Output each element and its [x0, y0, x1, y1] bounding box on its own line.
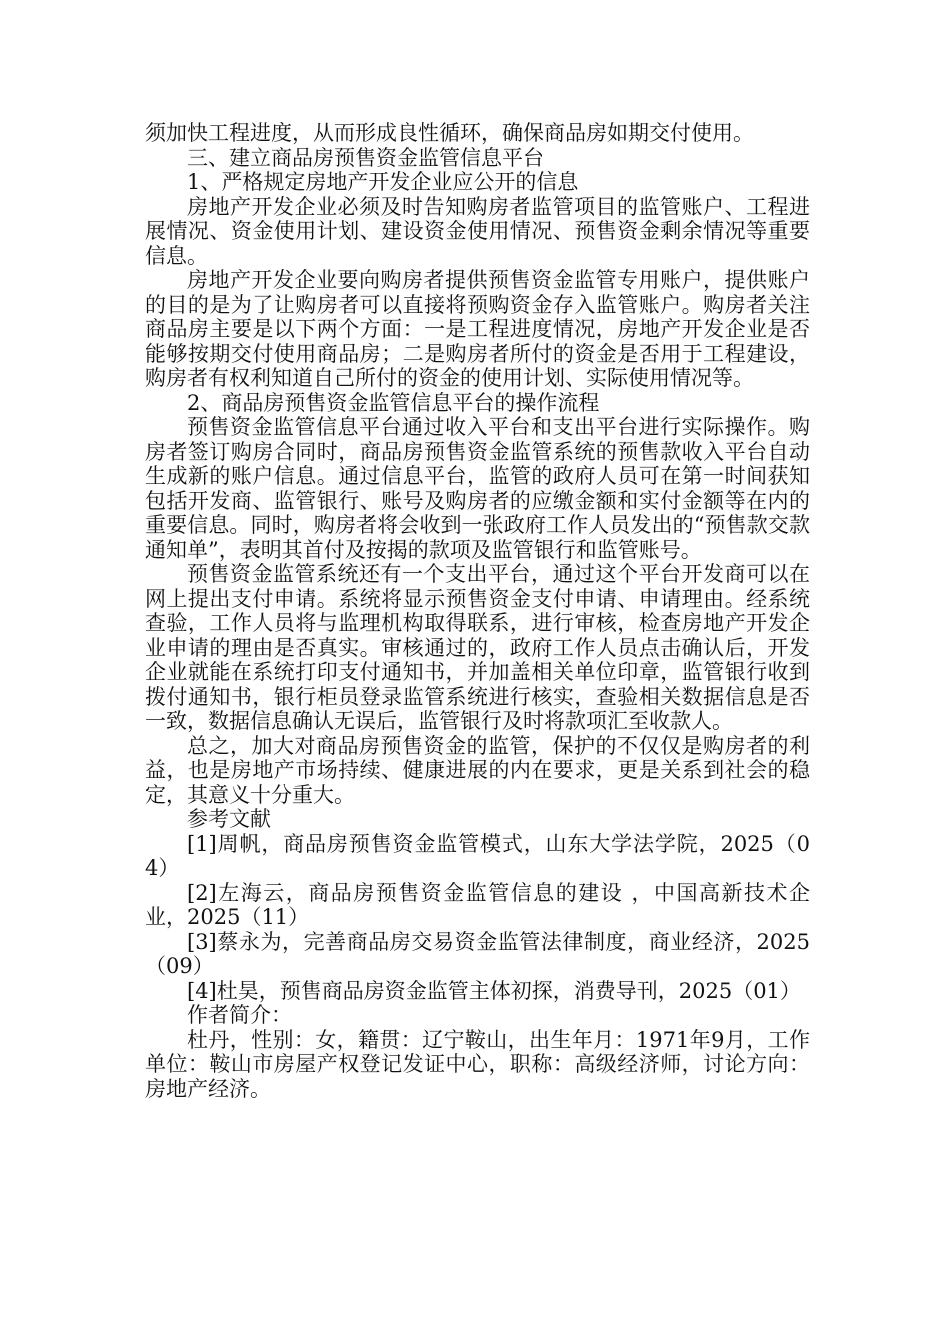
- section-heading-3: 三、建立商品房预售资金监管信息平台: [187, 145, 544, 170]
- author-bio-heading: 作者简介：: [187, 1003, 292, 1027]
- author-bio: 杜丹，性别：女，籍贯：辽宁鞍山，出生年月：1971年9月，工作单位：鞍山市房屋产权登记发证中心，职称：高级经济师，讨论方向：房地产经济。: [145, 1027, 810, 1101]
- paragraph-continuation: 须加快工程进度，从而形成良性循环，确保商品房如期交付使用。: [145, 121, 754, 145]
- reference-item: [1]周帆，商品房预售资金监管模式，山东大学法学院，2025（04）: [145, 831, 810, 880]
- subsection-heading-2: 2、商品房预售资金监管信息平台的操作流程: [187, 390, 600, 415]
- conclusion-paragraph: 总之，加大对商品房预售资金的监管，保护的不仅仅是购房者的利益，也是房地产市场持续、健康进展的内在要求，更是关系到社会的稳定，其意义十分重大。: [145, 733, 810, 807]
- paragraph: 预售资金监管信息平台通过收入平台和支出平台进行实际操作。购房者签订购房合同时，商品房预售资金监管系统的预售款收入平台自动生成新的账户信息。通过信息平台，监管的政府人员可在第一时间获知包括开发商、监管银行、账号及购房者的应缴金额和实付金额等在内的重要信息。同时，购房者将会收到一张政府工作人员发出的“预售款交款通知单”，表明其首付及按揭的款项及监管银行和监管账号。: [145, 415, 810, 562]
- subsection-heading-1: 1、严格规定房地产开发企业应公开的信息: [187, 170, 579, 194]
- paragraph: 预售资金监管系统还有一个支出平台，通过这个平台开发商可以在网上提出支付申请。系统将显示预售资金支付申请、申请理由。经系统查验，工作人员将与监理机构取得联系，进行审核，检查房地产开发企业申请的理由是否真实。审核通过的，政府工作人员点击确认后，开发企业就能在系统打印支付通知书，并加盖相关单位印章，监管银行收到拨付通知书，银行柜员登录监管系统进行核实，查验相关数据信息是否一致，数据信息确认无误后，监管银行及时将款项汇至收款人。: [145, 562, 810, 733]
- paragraph: 房地产开发企业要向购房者提供预售资金监管专用账户，提供账户的目的是为了让购房者可以直接将预购资金存入监管账户。购房者关注商品房主要是以下两个方面：一是工程进度情况，房地产开发企业是否能够按期交付使用商品房；二是购房者所付的资金是否用于工程建设，购房者有权利知道自己所付的资金的使用计划、实际使用情况等。: [145, 268, 810, 390]
- reference-item: [4]杜昊，预售商品房资金监管主体初探，消费导刊，2025（01）: [187, 978, 801, 1003]
- paragraph: 房地产开发企业必须及时告知购房者监管项目的监管账户、工程进展情况、资金使用计划、建设资金使用情况、预售资金剩余情况等重要信息。: [145, 194, 810, 268]
- references-heading: 参考文献: [187, 807, 271, 831]
- document-page: [145, 121, 810, 1101]
- reference-item: [2]左海云，商品房预售资金监管信息的建设 ，中国高新技术企业，2025（11）: [145, 880, 810, 929]
- reference-item: [3]蔡永为，完善商品房交易资金监管法律制度，商业经济，2025（09）: [145, 929, 810, 978]
